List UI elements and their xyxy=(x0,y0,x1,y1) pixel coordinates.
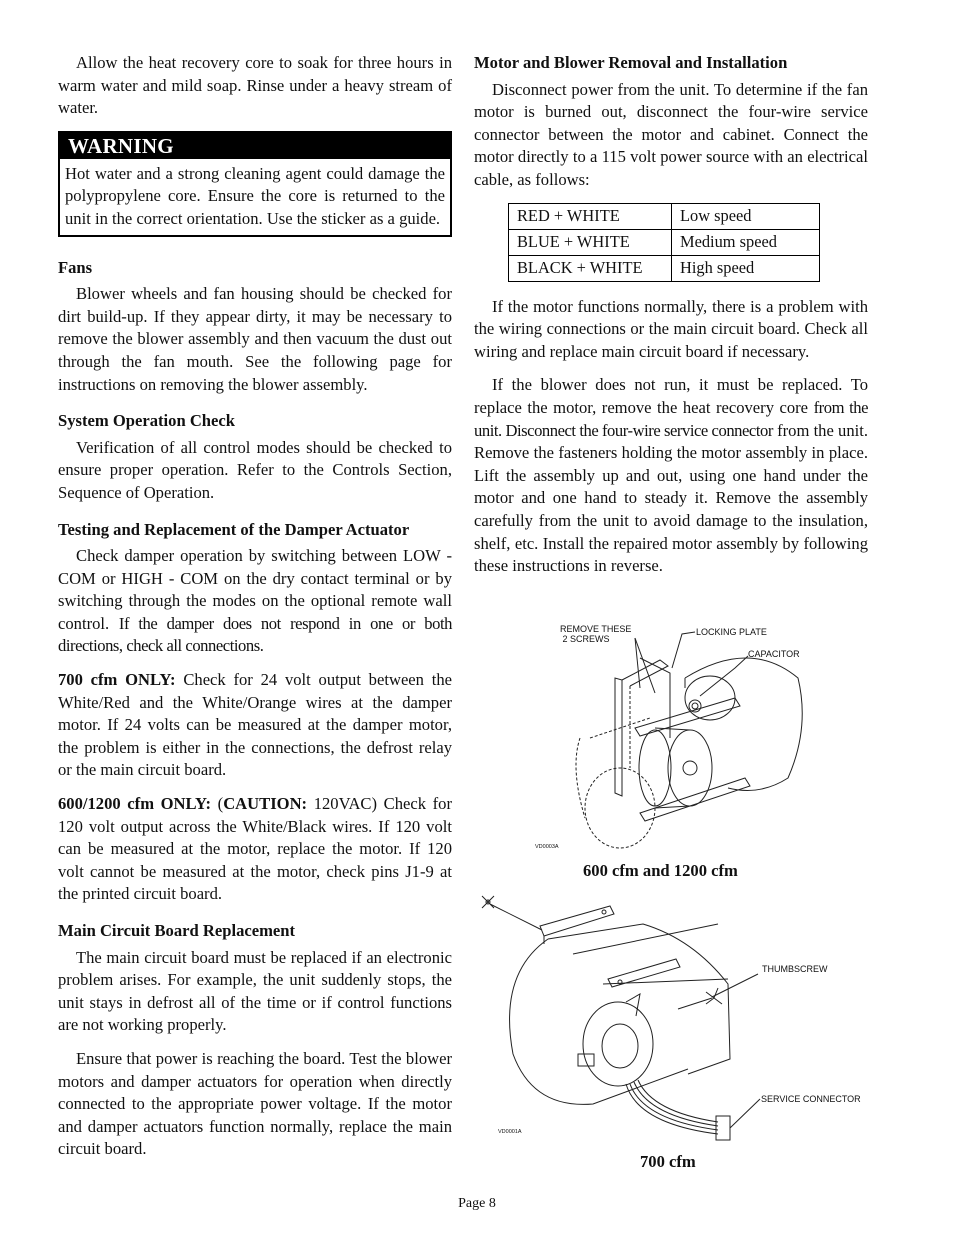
figure1-code: VD0003A xyxy=(535,844,559,850)
locking-plate-label: LOCKING PLATE xyxy=(696,627,767,637)
damper-paragraph xyxy=(58,545,452,658)
fans-heading: Fans xyxy=(58,257,93,277)
warning-title: WARNING xyxy=(60,133,450,159)
wire-speed-table xyxy=(508,203,820,282)
wire-cell: BLUE + WHITE xyxy=(509,229,672,255)
remove-screws-text: REMOVE THESE 2 SCREWS xyxy=(560,624,632,644)
intro-paragraph: Allow the heat recovery core to soak for three hours in warm water and mild soap. Rinse under a heavy stream of water. xyxy=(58,53,452,118)
damper-600-label: 600/1200 cfm ONLY: xyxy=(58,794,212,814)
fans-paragraph: Blower wheels and fan housing should be checked for dirt build-up. If they appear dirty, it may be necessary to remove the blower assembly and then vacuum the dust out through the fan mouth. See the following page for instructions on removing the blower assembly. xyxy=(58,284,452,394)
motor-paragraph-3b: from the unit. Disconnect the four-wire service connector xyxy=(474,397,869,440)
motor-paragraph-2: If the motor functions normally, there is a problem with the wiring connections or the main circuit board. Check all wiring and replace main circuit board if necessary. xyxy=(474,296,868,361)
remove-screws-label xyxy=(560,624,631,644)
motor-paragraph-3c: from the unit. Remove the fasteners holding the motor assembly in place. Lift the assembly up and out, using one hand under the motor and one hand to steady it. Remove the assembly carefully from the unit to avoid damage to the insulation, shelf, etc. Install the repaired motor assembly by following these instructions in reverse. xyxy=(474,420,868,576)
warning-body: Hot water and a strong cleaning agent could damage the polypropylene core. Ensure the core is returned to the unit in the correct orientation. Use the sticker as a guide. xyxy=(65,163,445,228)
table-row xyxy=(509,229,820,255)
damper-600-caution: CAUTION: xyxy=(223,794,308,814)
damper-700-label: 700 cfm ONLY: xyxy=(58,670,176,690)
board-paragraph-2: Ensure that power is reaching the board. Test the blower motors and damper actuators for operation when directly connected to the appropriate power voltage. If the motor and damper actuators function normally, replace the main circuit board. xyxy=(58,1048,452,1159)
board-paragraph-1: The main circuit board must be replaced if an electronic problem arises. For example, the unit suddenly stops, the unit stays in defrost all of the time or if control functions are not working properly. xyxy=(58,947,452,1035)
speed-cell: High speed xyxy=(672,255,820,281)
damper-700-text: Check for 24 volt output between the White/Red and the White/Orange wires at the damper motor. If 24 volts can be measured at the damper motor, the problem is either in the connections, the defrost relay or the main circuit board. xyxy=(58,670,453,780)
damper-600-paragraph xyxy=(58,793,452,906)
damper-text-b: If the damper does not respond in one or both directions, check all connections. xyxy=(58,613,452,656)
warning-box xyxy=(58,131,452,237)
damper-600-text: 120VAC) Check for 120 volt output across the White/Black wires. If 120 volt can be measured at the motor, replace the motor. If 120 volt cannot be measured at the motor, check pins J1-9 at the printed circuit board. xyxy=(58,794,452,904)
damper-700-paragraph xyxy=(58,669,452,782)
right-column xyxy=(474,52,868,589)
damper-text-a: Check damper operation by switching between LOW - COM or HIGH - COM on the dry contact terminal or by switching through the modes on the optional remote wall control. xyxy=(58,546,452,633)
figure2-code: VD0001A xyxy=(498,1129,522,1135)
wire-cell: RED + WHITE xyxy=(509,203,672,229)
speed-cell: Low speed xyxy=(672,203,820,229)
motor-paragraph-3a: If the blower does not run, it must be replaced. To replace the motor, remove the heat recovery core xyxy=(474,375,868,417)
figure1-caption: 600 cfm and 1200 cfm xyxy=(583,861,738,880)
damper-heading: Testing and Replacement of the Damper Actuator xyxy=(58,519,410,539)
speed-cell: Medium speed xyxy=(672,229,820,255)
capacitor-label: CAPACITOR xyxy=(748,649,800,659)
thumbscrew-label: THUMBSCREW xyxy=(762,964,828,974)
figure2-caption: 700 cfm xyxy=(640,1152,696,1171)
service-connector-label: SERVICE CONNECTOR xyxy=(761,1094,861,1104)
left-column xyxy=(58,52,452,1172)
table-row xyxy=(509,203,820,229)
damper-600-open: ( xyxy=(211,794,224,814)
board-heading: Main Circuit Board Replacement xyxy=(58,921,296,940)
wire-cell: BLACK + WHITE xyxy=(509,255,672,281)
motor-paragraph-3 xyxy=(474,374,868,577)
page-number: Page 8 xyxy=(458,1196,496,1211)
blower-700-diagram xyxy=(478,884,778,1164)
motor-heading: Motor and Blower Removal and Installation xyxy=(474,53,788,72)
system-check-heading: System Operation Check xyxy=(58,411,235,431)
motor-intro-paragraph: Disconnect power from the unit. To determine if the fan motor is burned out, disconnect the four-wire service connector between the motor and cabinet. Connect the motor directly to a 115 volt power source with an electrical cable, as follows: xyxy=(474,79,868,189)
blower-600-1200-diagram xyxy=(560,618,860,858)
table-row xyxy=(509,255,820,281)
system-check-paragraph: Verification of all control modes should be checked to ensure proper operation. Refer to the Controls Section, Sequence of Operation. xyxy=(58,437,452,502)
